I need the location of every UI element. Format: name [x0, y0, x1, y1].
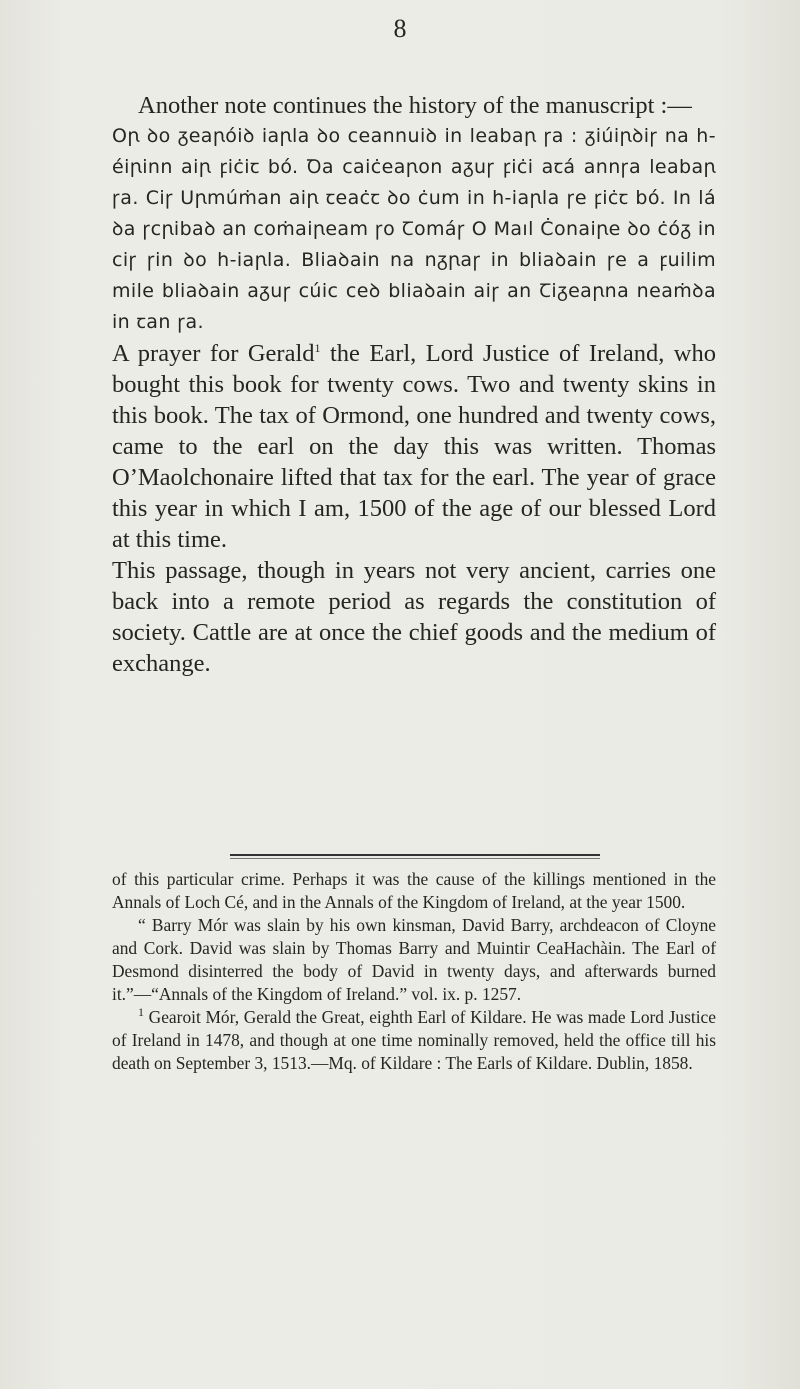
translation-text-start: A prayer for Gerald	[112, 340, 315, 367]
footnote-1	[112, 1006, 716, 1075]
footnote-1-marker: 1	[138, 1005, 144, 1020]
translation-text-end: the Earl, Lord Justice of Ireland, who bought this book for twenty cows. Two and twenty skins in this book. The tax of Ormond, one hundred and twenty cows, came to the earl on the day this was written. Thomas O’Maolchonaire lifted that tax for the earl. The year of grace this year in which I am, 1500 of the age of our blessed Lord at this time.	[112, 340, 716, 553]
footnote-continued: of this particular crime. Perhaps it was the cause of the killings mentioned in the Annals of Loch Cé, and in the Annals of the Kingdom of Ireland, at the year 1500.	[112, 869, 716, 912]
footnote-rule-thin	[230, 858, 600, 859]
footnote-quote: “ Barry Mór was slain by his own kinsman, David Barry, archdeacon of Cloyne and Cork. David was slain by Thomas Barry and Muintir CeaHachàin. The Earl of Desmond disinterred the body of David in twenty days, and afterwards burned it.”—“Annals of the Kingdom of Ireland.” vol. ix. p. 1257.	[112, 915, 716, 1004]
page-number: 8	[393, 14, 407, 43]
footnotes	[112, 868, 716, 1075]
commentary-paragraph: This passage, though in years not very ancient, carries one back into a remote period as regards the constitution of society. Cattle are at once the chief goods and the medium of exchange.	[112, 557, 716, 677]
main-text	[112, 90, 716, 679]
footnote-1-text: Gearoit Mór, Gerald the Great, eighth Earl of Kildare. He was made Lord Justice of Ireland in 1478, and though at one time nominally removed, held the office till his death on September 3, 1513.—Mq. of Kildare : The Earls of Kildare. Dublin, 1858.	[112, 1007, 716, 1073]
intro-paragraph: Another note continues the history of the manuscript :—	[138, 92, 692, 119]
english-translation	[112, 338, 716, 555]
irish-passage: Oꞃ ꝺo ᵹeaꞃóiꝺ iaꞃla ꝺo ceannuiꝺ in leabaꞃ ꞅa : ᵹiúiꞃꝺiꞅ na h-éiꞃinn aiꞃ ꝼiċiꞇ bó. Ꝺa caiċeaꞃon aᵹuꞅ ꝼiċi aꞇá annꞅa leabaꞃ ꞅa. Ciꞅ Uꞃmúṁan aiꞃ ꞇeaċꞇ ꝺo ċum in h-iaꞃla ꞅe ꝼiċꞇ bó. In lá ꝺa ꞅcꞃibaꝺ an coṁaiꞃeam ꞅo Ꞇomáꞅ O Maıl Ċonaiꞃe ꝺo ċóᵹ in ciꞅ ꞅin ꝺo h-iaꞃla. Bliaꝺain na nᵹꞃaꞅ in bliaꝺain ꞅe a ꝼuilim mile bliaꝺain aᵹuꞅ cúic ceꝺ bliaꝺain aiꞅ an Ꞇiᵹeaꞃna neaṁꝺa in ꞇan ꞅa.	[112, 125, 716, 333]
footnote-reference: 1	[314, 340, 321, 355]
footnote-rule	[230, 854, 600, 856]
